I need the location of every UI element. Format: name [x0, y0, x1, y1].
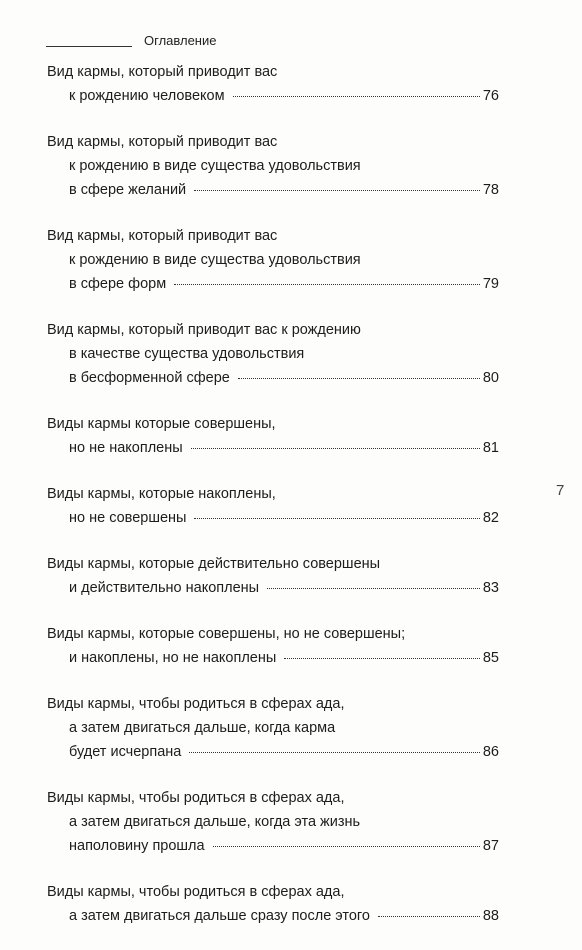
dot-leader	[284, 658, 480, 659]
toc-page-number: 80	[482, 370, 499, 386]
toc-entry-text: и действительно накоплены	[69, 580, 260, 596]
toc-entry[interactable]	[47, 622, 499, 670]
running-header	[46, 33, 526, 53]
toc-entry-line	[47, 366, 499, 390]
dot-leader	[267, 588, 480, 589]
toc-entry-text: в сфере форм	[69, 276, 167, 292]
toc-entry-text: наполовину прошла	[69, 838, 205, 854]
dot-leader	[378, 916, 480, 917]
toc-page-number: 82	[482, 510, 499, 526]
dot-leader	[189, 752, 480, 753]
toc-entry-line	[47, 576, 499, 600]
table-of-contents	[47, 60, 499, 950]
toc-entry-line	[47, 178, 499, 202]
toc-page-number: 86	[482, 744, 499, 760]
toc-entry-line	[47, 506, 499, 530]
toc-entry-line: Виды кармы, чтобы родиться в сферах ада,	[47, 884, 345, 900]
toc-entry-text: в бесформенной сфере	[69, 370, 230, 386]
toc-entry-line: а затем двигаться дальше, когда карма	[69, 720, 336, 736]
header-title: Оглавление	[144, 33, 217, 48]
page-number: 7	[556, 482, 565, 499]
toc-entry-line	[47, 84, 499, 108]
toc-entry[interactable]	[47, 412, 499, 460]
toc-entry[interactable]	[47, 880, 499, 928]
toc-entry-line: в качестве существа удовольствия	[69, 346, 305, 362]
toc-page-number: 87	[482, 838, 499, 854]
toc-entry-text: в сфере желаний	[69, 182, 187, 198]
toc-entry-line: Виды кармы, которые действительно совершены	[47, 556, 381, 572]
toc-entry-text: и накоплены, но не накоплены	[69, 650, 277, 666]
toc-page-number: 85	[482, 650, 499, 666]
toc-entry-text: но не накоплены	[69, 440, 183, 456]
toc-entry-line: Виды кармы, чтобы родиться в сферах ада,	[47, 790, 345, 806]
toc-entry[interactable]	[47, 60, 499, 108]
toc-entry-line	[47, 740, 499, 764]
dot-leader	[233, 96, 480, 97]
toc-entry[interactable]	[47, 552, 499, 600]
toc-entry-text: а затем двигаться дальше сразу после этого	[69, 908, 370, 924]
toc-entry-line	[47, 272, 499, 296]
toc-entry-text: будет исчерпана	[69, 744, 182, 760]
toc-entry-line: Виды кармы которые совершены,	[47, 416, 276, 432]
toc-entry[interactable]	[47, 692, 499, 764]
toc-entry[interactable]	[47, 786, 499, 858]
toc-entry-line: к рождению в виде существа удовольствия	[69, 158, 361, 174]
toc-page-number: 88	[482, 908, 499, 924]
header-rule	[46, 46, 132, 47]
toc-page-number: 76	[482, 88, 499, 104]
toc-page-number: 78	[482, 182, 499, 198]
toc-entry-line: Вид кармы, который приводит вас	[47, 134, 278, 150]
toc-entry-line	[47, 646, 499, 670]
toc-entry-line: Вид кармы, который приводит вас	[47, 64, 278, 80]
toc-entry-line: Виды кармы, которые накоплены,	[47, 486, 276, 502]
toc-entry-line: к рождению в виде существа удовольствия	[69, 252, 361, 268]
dot-leader	[194, 518, 479, 519]
toc-page-number: 81	[482, 440, 499, 456]
toc-entry-line: Вид кармы, который приводит вас к рождению	[47, 322, 361, 338]
dot-leader	[194, 190, 480, 191]
toc-page-number: 79	[482, 276, 499, 292]
toc-entry[interactable]	[47, 224, 499, 296]
toc-entry-line	[47, 834, 499, 858]
toc-entry-line: Виды кармы, чтобы родиться в сферах ада,	[47, 696, 345, 712]
toc-entry-text: к рождению человеком	[69, 88, 225, 104]
toc-page-number: 83	[482, 580, 499, 596]
dot-leader	[213, 846, 480, 847]
toc-entry[interactable]	[47, 318, 499, 390]
toc-entry-line	[47, 904, 499, 928]
dot-leader	[191, 448, 480, 449]
toc-entry[interactable]	[47, 482, 499, 530]
toc-entry-line: Виды кармы, которые совершены, но не совершены;	[47, 626, 406, 642]
toc-entry-line: а затем двигаться дальше, когда эта жизнь	[69, 814, 361, 830]
dot-leader	[174, 284, 480, 285]
dot-leader	[238, 378, 480, 379]
toc-entry[interactable]	[47, 130, 499, 202]
toc-entry-line: Вид кармы, который приводит вас	[47, 228, 278, 244]
toc-entry-text: но не совершены	[69, 510, 187, 526]
toc-entry-line	[47, 436, 499, 460]
